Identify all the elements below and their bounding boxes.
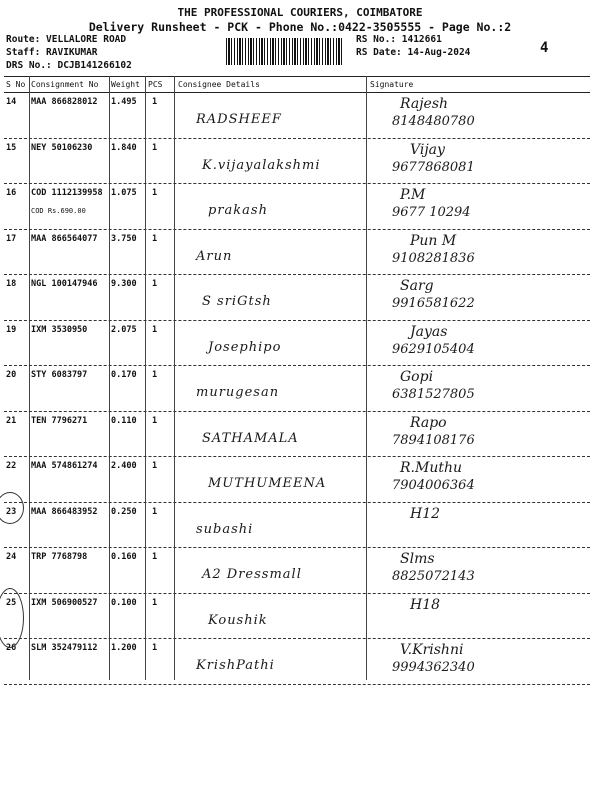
row-consignment: NGL 100147946 xyxy=(31,279,98,289)
col-sno: S No xyxy=(6,80,26,89)
row-separator xyxy=(4,229,590,230)
row-pcs: 1 xyxy=(152,97,158,107)
row-pcs: 1 xyxy=(152,461,158,471)
signature-phone: 6381527805 xyxy=(392,387,475,402)
row-consignment: MAA 866564077 xyxy=(31,233,98,244)
row-consignment: NEY 50106230 xyxy=(31,142,93,153)
col-signature: Signature xyxy=(370,80,414,89)
signature-scribble: Sarg xyxy=(400,278,434,294)
signature-phone: 7894108176 xyxy=(392,432,475,448)
row-weight: 0.110 xyxy=(111,415,137,426)
signature-scribble: H12 xyxy=(410,505,441,522)
row-consignment: IXM 3530950 xyxy=(31,324,88,335)
row-sno: 17 xyxy=(6,233,17,244)
drs-label: DRS No.: DCJB141266102 xyxy=(6,60,132,71)
row-weight: 1.075 xyxy=(111,188,137,198)
row-separator xyxy=(4,320,590,321)
consignee-name: RADSHEEF xyxy=(196,112,282,127)
col-divider xyxy=(145,76,146,680)
col-divider xyxy=(366,76,367,680)
consignee-name: A2 Dressmall xyxy=(202,567,302,582)
company-name: THE PROFESSIONAL COURIERS, COIMBATORE xyxy=(177,6,423,19)
signature-scribble: H18 xyxy=(410,596,441,613)
row-weight: 1.840 xyxy=(111,142,137,153)
row-weight: 1.200 xyxy=(111,643,137,653)
signature-phone: 9677868081 xyxy=(392,159,475,175)
row-consignment: IXM 506900527 xyxy=(31,597,98,608)
row-separator xyxy=(4,411,590,412)
row-separator xyxy=(4,274,590,275)
row-pcs: 1 xyxy=(152,233,158,244)
row-separator xyxy=(4,547,590,548)
signature-scribble: Rapo xyxy=(410,414,447,431)
row-separator xyxy=(4,365,590,366)
row-pcs: 1 xyxy=(152,142,158,153)
signature-scribble: Vijay xyxy=(410,141,445,158)
consignee-name: Arun xyxy=(196,248,233,264)
consignee-name: murugesan xyxy=(196,385,280,400)
col-divider xyxy=(29,76,30,680)
signature-phone: 7904006364 xyxy=(392,478,475,493)
row-separator xyxy=(4,638,590,639)
row-pcs: 1 xyxy=(152,415,158,426)
row-weight: 0.160 xyxy=(111,552,137,562)
signature-phone: 9916581622 xyxy=(392,296,475,311)
row-pcs: 1 xyxy=(152,597,158,608)
runsheet-title: Delivery Runsheet - PCK - Phone No.:0422-3505555 - Page No.:2 xyxy=(88,20,512,34)
row-consignment: STY 6083797 xyxy=(31,370,88,380)
signature-scribble: Rajesh xyxy=(400,96,449,112)
circle-mark xyxy=(0,492,24,524)
row-separator xyxy=(4,593,590,594)
route-label: Route: VELLALORE ROAD xyxy=(6,34,127,45)
consignee-name: Josephipo xyxy=(208,339,282,355)
row-consignment: TRP 7768798 xyxy=(31,552,88,562)
row-weight: 2.400 xyxy=(111,461,137,471)
staff-label: Staff: RAVIKUMAR xyxy=(6,47,98,58)
row-consignment: COD 1112139958 xyxy=(31,188,103,198)
corner-mark: 4 xyxy=(540,40,549,56)
signature-scribble: Slms xyxy=(400,551,435,567)
consignee-name: S sriGtsh xyxy=(202,294,272,309)
row-weight: 3.750 xyxy=(111,233,137,244)
col-divider xyxy=(174,76,175,680)
row-separator xyxy=(4,684,590,685)
row-consignment: SLM 352479112 xyxy=(31,643,98,653)
signature-phone: 8825072143 xyxy=(392,569,475,584)
signature-phone: 9677 10294 xyxy=(392,205,471,220)
row-sno: 25 xyxy=(6,597,17,608)
signature-phone: 9994362340 xyxy=(392,660,475,675)
consignee-name: subashi xyxy=(196,521,254,537)
consignee-name: MUTHUMEENA xyxy=(208,476,327,491)
row-weight: 0.170 xyxy=(111,370,137,380)
col-consignment: Consignment No xyxy=(31,80,99,89)
row-consignment: MAA 866483952 xyxy=(31,506,98,517)
table-top-rule xyxy=(4,76,590,77)
row-sno: 18 xyxy=(6,279,17,289)
consignee-name: K.vijayalakshmi xyxy=(202,157,321,173)
signature-scribble: P.M xyxy=(400,187,426,203)
signature-scribble: Pun M xyxy=(410,232,457,249)
row-sno: 20 xyxy=(6,370,17,380)
row-weight: 2.075 xyxy=(111,324,137,335)
consignee-name: KrishPathi xyxy=(196,658,275,673)
row-consignment: MAA 574861274 xyxy=(31,461,98,471)
row-consignment: MAA 866828012 xyxy=(31,97,98,107)
col-divider xyxy=(109,76,110,680)
consignee-name: prakash xyxy=(208,203,268,218)
row-pcs: 1 xyxy=(152,188,158,198)
row-weight: 0.250 xyxy=(111,506,137,517)
rs-date: RS Date: 14-Aug-2024 xyxy=(356,47,471,58)
barcode xyxy=(226,38,344,65)
row-sno: 23 xyxy=(6,506,17,517)
row-weight: 9.300 xyxy=(111,279,137,289)
circle-mark xyxy=(0,588,24,648)
table-head-rule xyxy=(4,92,590,93)
consignee-name: SATHAMALA xyxy=(202,430,299,446)
row-pcs: 1 xyxy=(152,552,158,562)
row-weight: 1.495 xyxy=(111,97,137,107)
row-separator xyxy=(4,502,590,503)
row-separator xyxy=(4,456,590,457)
row-weight: 0.100 xyxy=(111,597,137,608)
rs-number: RS No.: 1412661 xyxy=(356,34,442,45)
signature-scribble: V.Krishni xyxy=(400,642,464,658)
row-pcs: 1 xyxy=(152,370,158,380)
row-consignment: TEN 7796271 xyxy=(31,415,88,426)
signature-phone: 9108281836 xyxy=(392,250,475,266)
row-pcs: 1 xyxy=(152,643,158,653)
meta-left xyxy=(6,33,132,72)
col-consignee: Consignee Details xyxy=(178,80,260,89)
signature-scribble: Jayas xyxy=(410,323,448,340)
signature-phone: 9629105404 xyxy=(392,341,475,357)
row-cod-note: COD Rs.690.00 xyxy=(31,207,86,215)
row-separator xyxy=(4,183,590,184)
col-pcs: PCS xyxy=(148,80,163,89)
row-sno: 16 xyxy=(6,188,17,198)
row-sno: 22 xyxy=(6,461,17,471)
row-pcs: 1 xyxy=(152,324,158,335)
row-sno: 19 xyxy=(6,324,17,335)
row-pcs: 1 xyxy=(152,506,158,517)
row-separator xyxy=(4,138,590,139)
row-sno: 24 xyxy=(6,552,17,562)
row-sno: 14 xyxy=(6,97,17,107)
row-pcs: 1 xyxy=(152,279,158,289)
col-weight: Weight xyxy=(111,80,140,89)
meta-right xyxy=(356,33,470,59)
row-sno: 26 xyxy=(6,643,17,653)
row-sno: 21 xyxy=(6,415,17,426)
signature-phone: 8148480780 xyxy=(392,114,475,129)
consignee-name: Koushik xyxy=(208,612,268,628)
row-sno: 15 xyxy=(6,142,17,153)
signature-scribble: R.Muthu xyxy=(400,460,463,476)
signature-scribble: Gopi xyxy=(400,369,434,385)
